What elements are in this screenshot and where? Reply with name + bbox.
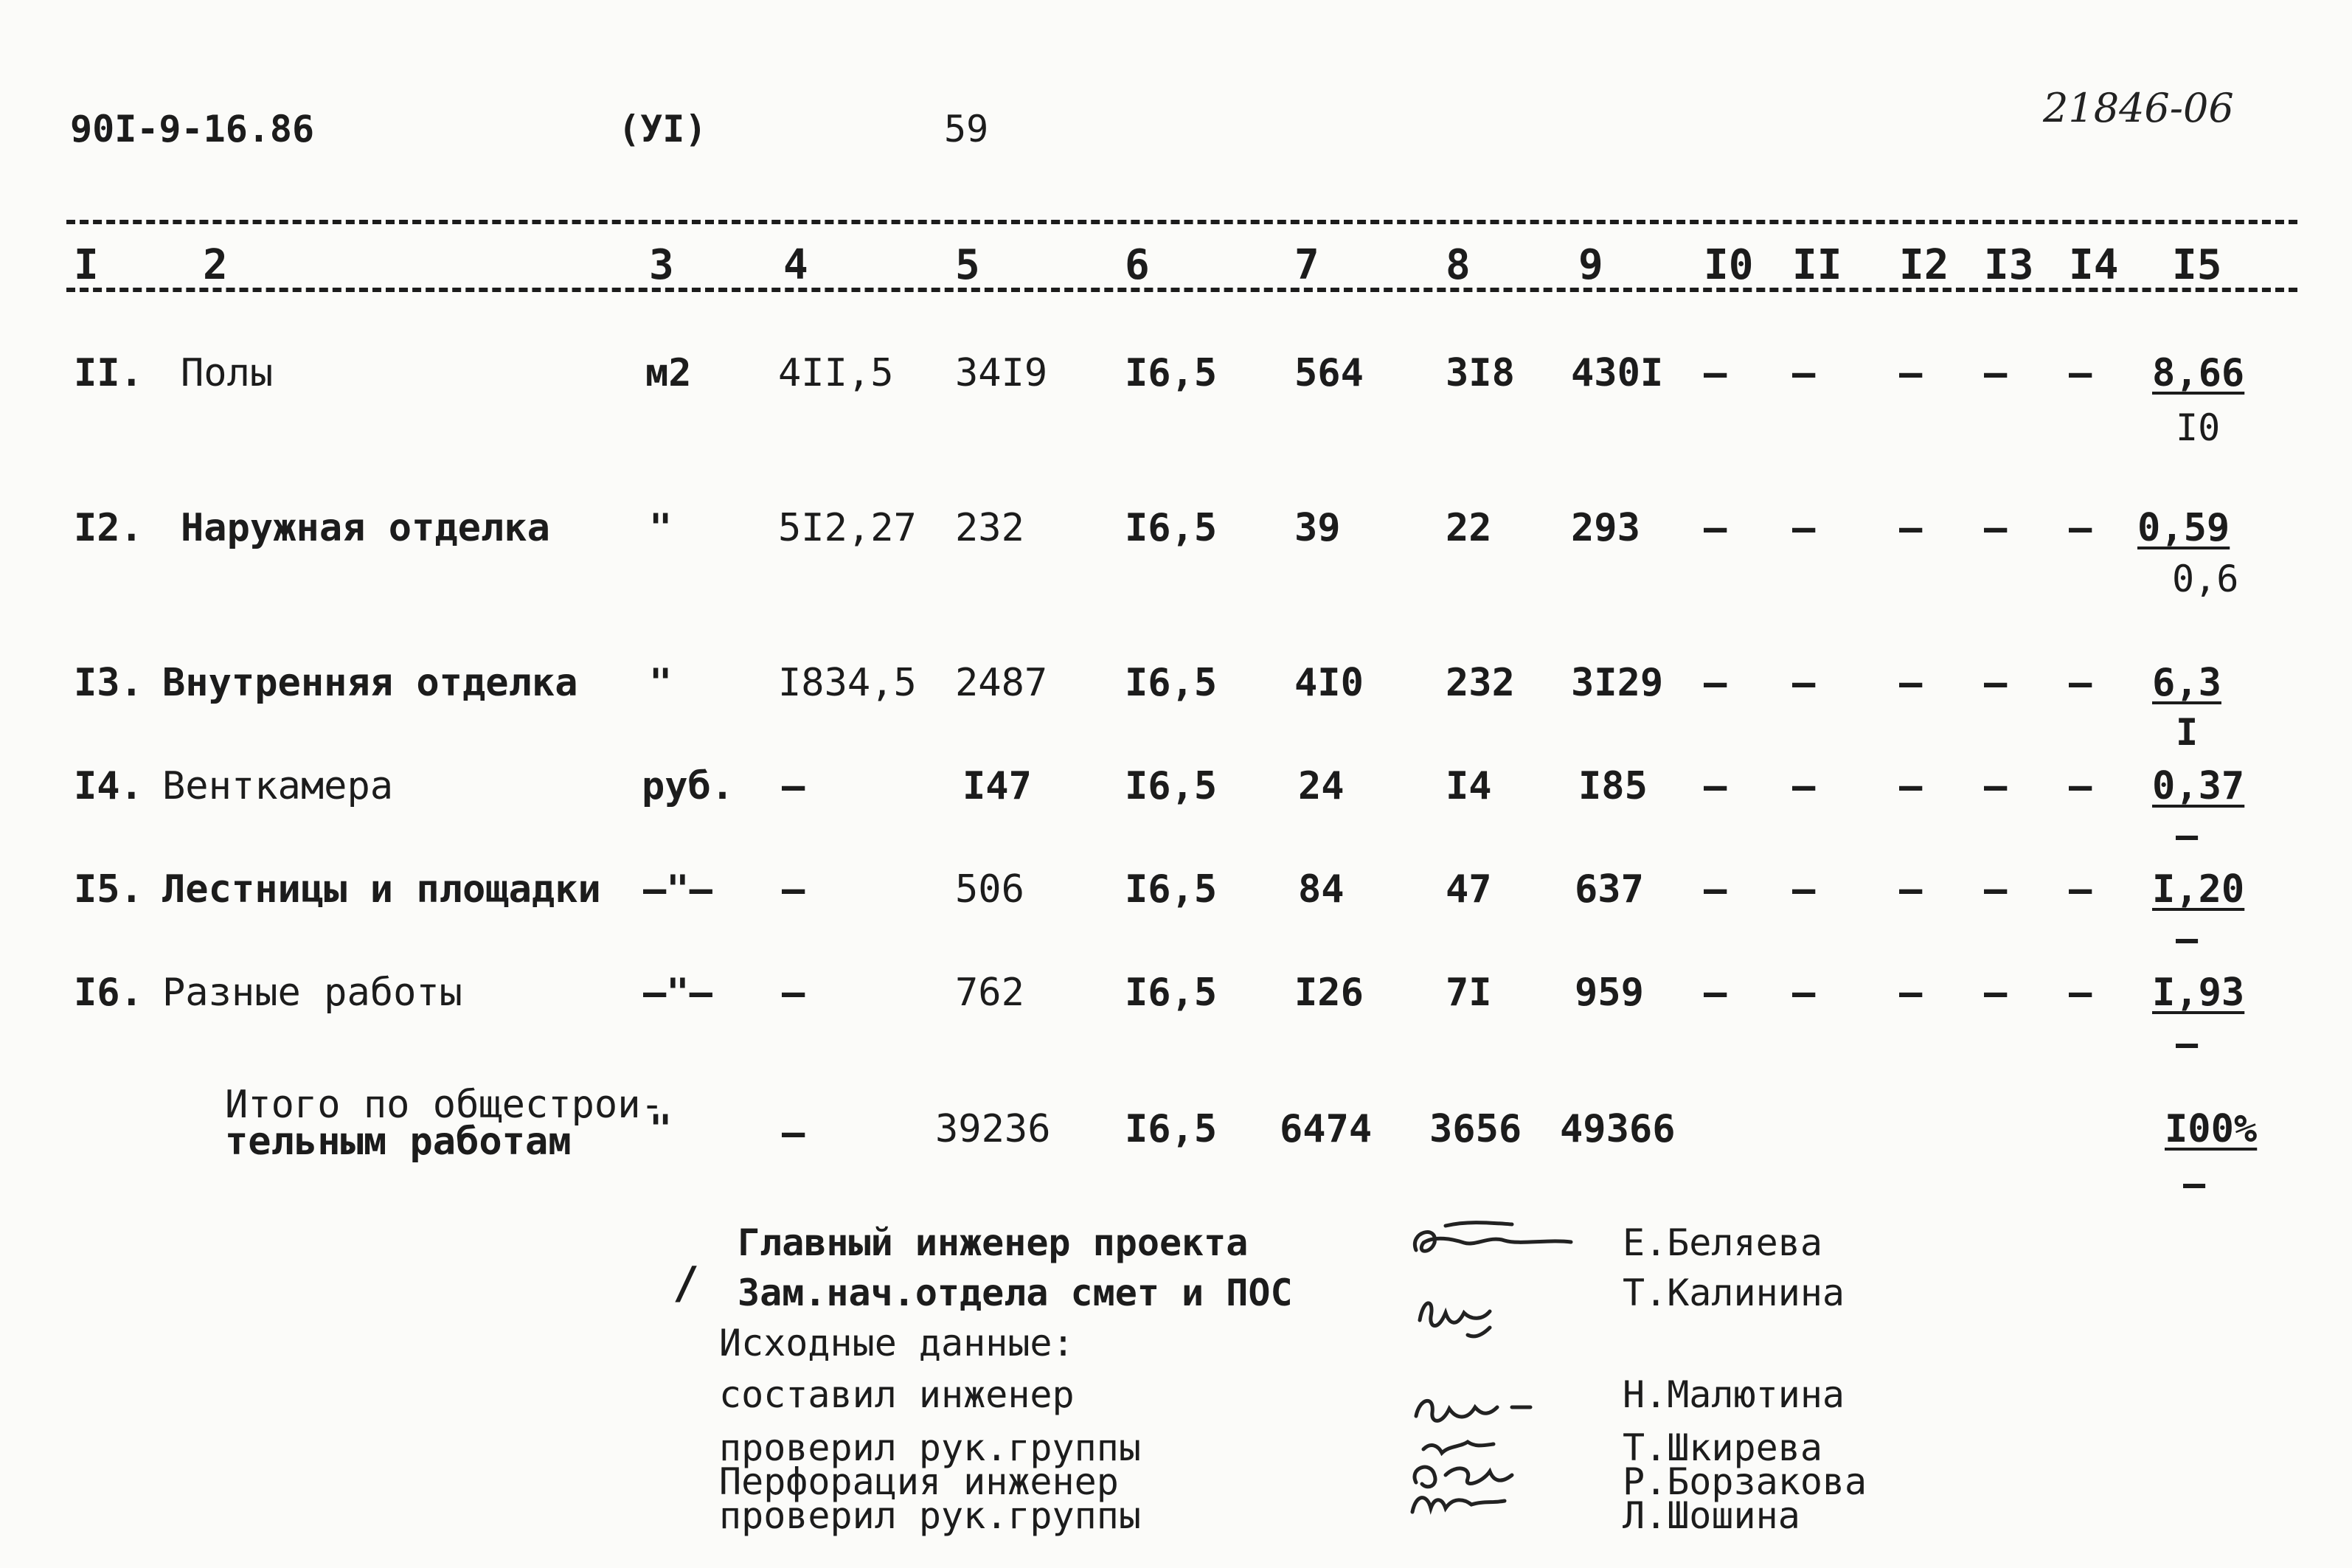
row-col15-top: 0,37 [2152,764,2245,808]
signature-role: Главный инженер проекта [738,1221,1249,1264]
signature-role: проверил рук.группы [719,1426,1141,1469]
row-col8: 22 [1446,506,1492,550]
page-number: 59 [944,108,989,150]
row-col9: 3I29 [1571,661,1664,705]
signature-role: Перфорация инженер [719,1460,1119,1503]
row-col5: 2487 [955,661,1048,705]
row-col8: I4 [1446,764,1492,808]
signature-name: Н.Малютина [1623,1373,1845,1416]
section-label: (УI) [618,108,707,150]
col-8: 8 [1446,241,1471,289]
total-col7: 6474 [1280,1107,1373,1151]
row-name: Разные работы [162,971,462,1015]
row-col11: – [1792,867,1816,912]
row-col8: 7I [1446,971,1492,1015]
row-name: Венткамера [162,764,394,808]
row-qty: I834,5 [778,661,917,705]
row-col15-bottom: – [2176,917,2199,960]
row-number: I2. [74,506,143,550]
row-col7: 84 [1298,867,1345,912]
row-col6: I6,5 [1125,351,1218,395]
rule-top [66,220,2297,224]
row-col8: 3I8 [1446,351,1515,395]
signature-name: Л.Шошина [1623,1494,1800,1537]
row-qty: 5I2,27 [778,506,917,550]
row-col7: 39 [1294,506,1341,550]
row-col15-top: I,93 [2152,971,2245,1015]
col-12: I2 [1899,241,1949,289]
row-col7: 4I0 [1294,661,1364,705]
row-col14: – [2069,867,2092,912]
row-col15-top: 0,59 [2137,506,2230,550]
row-col13: – [1984,764,2008,808]
row-col5: 34I9 [955,351,1048,395]
row-col8: 47 [1446,867,1492,912]
row-col15-bottom: – [2176,814,2199,857]
total-col5: 39236 [935,1107,1051,1151]
row-col11: – [1792,506,1816,550]
row-unit: м2 [645,351,692,395]
row-col7: 564 [1294,351,1364,395]
row-qty: 4II,5 [778,351,894,395]
col-3: 3 [649,241,674,289]
row-name: Внутренняя отделка [162,661,578,705]
row-qty: – [782,971,805,1015]
col-9: 9 [1578,241,1603,289]
total-col15-top: I00% [2165,1107,2258,1151]
row-unit: –"– [643,971,712,1015]
row-col9: 293 [1571,506,1640,550]
row-col12: – [1899,867,1923,912]
total-col15-bottom: – [2183,1162,2206,1205]
row-col10: – [1704,867,1727,912]
row-col7: I26 [1294,971,1364,1015]
row-number: I3. [74,661,143,705]
row-col15-bottom: – [2176,1022,2199,1065]
row-col9: 959 [1575,971,1644,1015]
row-col15-top: I,20 [2152,867,2245,912]
row-qty: – [782,867,805,912]
total-col8: 3656 [1429,1107,1522,1151]
col-7: 7 [1294,241,1319,289]
row-unit: " [649,661,673,705]
total-unit: " [649,1107,673,1151]
col-13: I3 [1984,241,2034,289]
row-col9: 430I [1571,351,1664,395]
row-qty: – [782,764,805,808]
row-col14: – [2069,971,2092,1015]
row-col12: – [1899,351,1923,395]
signature-role: Исходные данные: [719,1322,1075,1364]
row-col13: – [1984,351,2008,395]
row-name: Полы [181,351,274,395]
row-col9: I85 [1578,764,1648,808]
row-col10: – [1704,971,1727,1015]
row-unit: " [649,506,673,550]
total-label-line2: тельным работам [225,1120,572,1164]
row-col6: I6,5 [1125,971,1218,1015]
row-col6: I6,5 [1125,661,1218,705]
row-name: Лестницы и площадки [162,867,601,912]
total-col9: 49366 [1560,1107,1676,1151]
col-15: I5 [2172,241,2222,289]
row-col10: – [1704,661,1727,705]
signature-role: проверил рук.группы [719,1494,1141,1537]
signature-name: Т.Калинина [1623,1272,1845,1314]
archive-number: 21846-06 [2043,85,2234,131]
row-col15-bottom: I [2176,711,2199,754]
row-col13: – [1984,867,2008,912]
row-col11: – [1792,351,1816,395]
signature-role: составил инженер [719,1373,1075,1416]
row-col12: – [1899,661,1923,705]
row-col10: – [1704,764,1727,808]
row-col15-top: 6,3 [2152,661,2221,705]
row-col7: 24 [1298,764,1345,808]
row-unit: руб. [642,764,735,808]
handwritten-signature-icon [1401,1210,1593,1519]
row-col12: – [1899,506,1923,550]
signature-role: Зам.нач.отдела смет и ПОС [738,1272,1293,1314]
row-number: I6. [74,971,143,1015]
signature-name: Т.Шкирева [1623,1426,1822,1469]
row-col13: – [1984,506,2008,550]
row-number: I5. [74,867,143,912]
row-col11: – [1792,764,1816,808]
row-col15-top: 8,66 [2152,351,2245,395]
row-unit: –"– [643,867,712,912]
col-14: I4 [2069,241,2119,289]
col-1: I [74,241,99,289]
total-qty: – [782,1111,805,1155]
col-2: 2 [203,241,228,289]
row-col12: – [1899,971,1923,1015]
row-col13: – [1984,661,2008,705]
row-col14: – [2069,351,2092,395]
row-col14: – [2069,661,2092,705]
row-col5: 762 [955,971,1024,1015]
row-col8: 232 [1446,661,1515,705]
row-col15-bottom: I0 [2176,406,2221,449]
row-col11: – [1792,661,1816,705]
document-code: 90I-9-16.86 [70,108,315,150]
rule-bottom [66,288,2297,292]
row-col13: – [1984,971,2008,1015]
margin-mark: / [673,1257,700,1309]
signature-name: Р.Борзакова [1623,1460,1867,1503]
row-col10: – [1704,351,1727,395]
col-11: II [1792,241,1842,289]
total-col6: I6,5 [1125,1107,1218,1151]
row-col5: I47 [962,764,1032,808]
row-col6: I6,5 [1125,764,1218,808]
row-col6: I6,5 [1125,506,1218,550]
row-number: II. [74,351,143,395]
col-6: 6 [1125,241,1150,289]
col-10: I0 [1704,241,1754,289]
row-col15-bottom: 0,6 [2172,558,2239,600]
row-col5: 506 [955,867,1024,912]
row-col6: I6,5 [1125,867,1218,912]
row-col5: 232 [955,506,1024,550]
col-4: 4 [783,241,808,289]
total-label-line1: Итого по общестрои- [225,1083,664,1127]
row-col12: – [1899,764,1923,808]
row-name: Наружная отделка [181,506,550,550]
row-col11: – [1792,971,1816,1015]
row-col9: 637 [1575,867,1644,912]
row-col14: – [2069,506,2092,550]
row-col10: – [1704,506,1727,550]
row-col14: – [2069,764,2092,808]
col-5: 5 [955,241,980,289]
row-number: I4. [74,764,143,808]
signature-name: Е.Беляева [1623,1221,1822,1264]
